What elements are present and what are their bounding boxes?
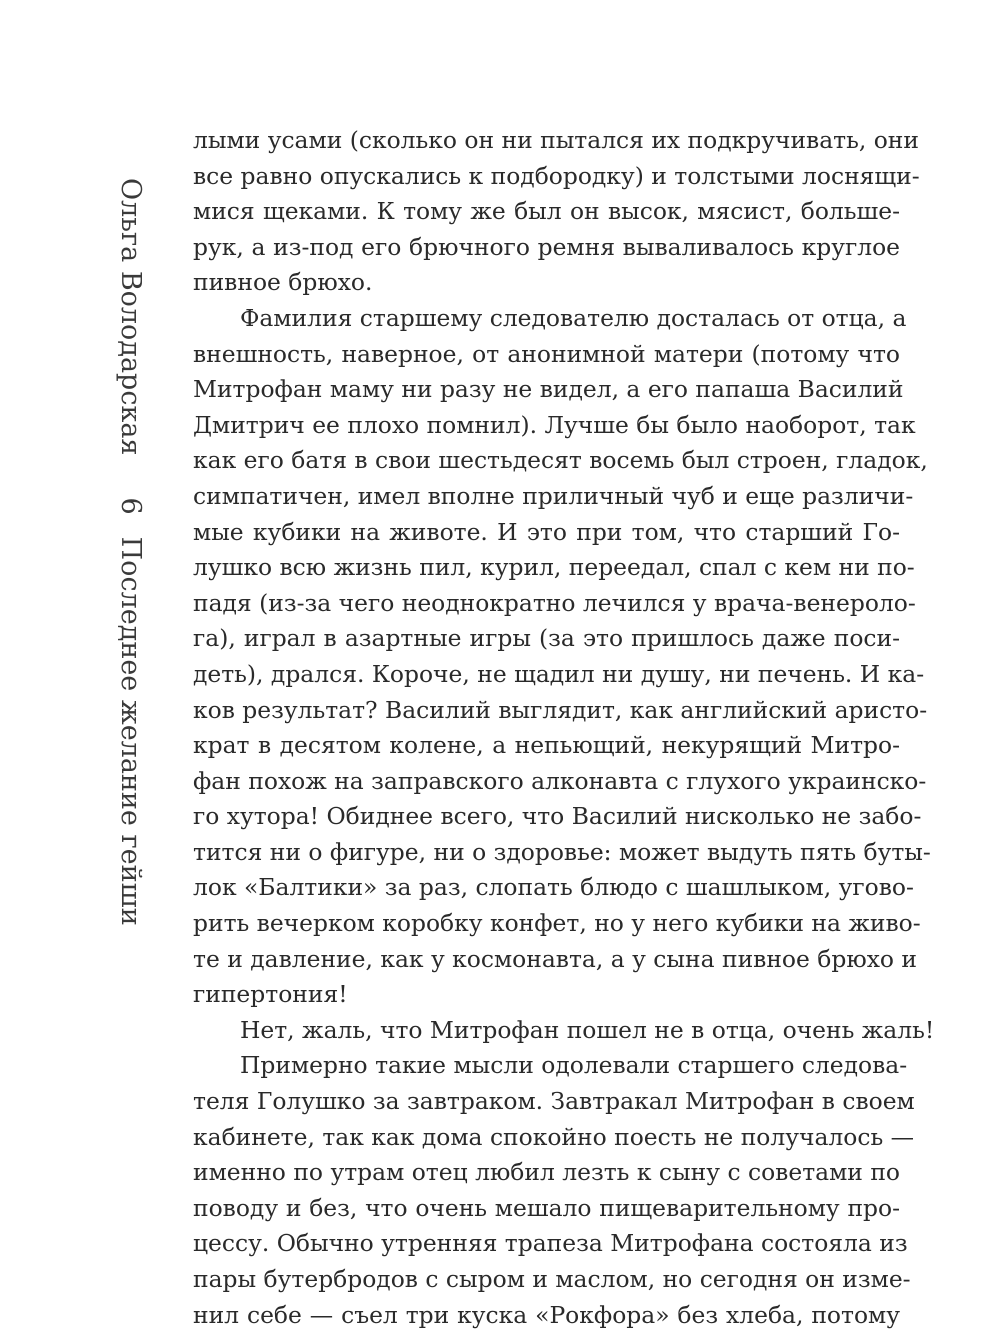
text-line: симпатичен, имел вполне приличный чуб и еще различи-: [193, 481, 914, 510]
text-line: поводу и без, что очень мешало пищеварительному про-: [193, 1193, 900, 1222]
text-line: Митрофан маму ни разу не видел, а его папаша Василий: [193, 375, 904, 404]
text-line: Нет, жаль, что Митрофан пошел не в отца, очень жаль!: [240, 1015, 935, 1044]
text-line: лыми усами (сколько он ни пытался их подкручивать, они: [193, 126, 919, 154]
text-line: га), играл в азартные игры (за это пришлось даже поси-: [193, 624, 900, 653]
text-line: го хутора! Обиднее всего, что Василий нисколько не забо-: [193, 802, 922, 831]
text-line: цессу. Обычно утренняя трапеза Митрофана состояла из: [193, 1229, 908, 1258]
text-line: внешность, наверное, от анонимной матери (потому что: [193, 339, 900, 368]
text-line: тится ни о фигуре, ни о здоровье: может выдуть пять буты-: [193, 837, 931, 866]
text-line: рить вечерком коробку конфет, но у него кубики на живо-: [193, 909, 921, 938]
text-line: пивное брюхо.: [193, 268, 373, 297]
text-line: Примерно такие мысли одолевали старшего следова-: [240, 1051, 908, 1080]
page-number: 6: [115, 497, 147, 515]
running-header-author: Ольга Володарская: [115, 178, 147, 456]
text-line: Дмитрич ее плохо помнил). Лучше бы было наоборот, так: [193, 410, 916, 439]
running-header-rotated: [56, 130, 206, 926]
text-line: все равно опускались к подбородку) и толстыми лоснящи-: [193, 161, 920, 190]
text-line: фан похож на заправского алконавта с глухого украинско-: [193, 766, 927, 795]
text-line: падя (из-за чего неоднократно лечился у врача-венероло-: [193, 588, 916, 617]
page-body-text: [193, 123, 935, 1333]
text-line: мые кубики на животе. И это при том, что старший Го-: [193, 517, 900, 546]
text-line: лушко всю жизнь пил, курил, переедал, спал с кем ни по-: [193, 553, 915, 582]
text-line: деть), дрался. Короче, не щадил ни душу, ни печень. И ка-: [193, 659, 925, 688]
text-line: гипертония!: [193, 980, 348, 1009]
text-line: именно по утрам отец любил лезть к сыну с советами по: [193, 1158, 900, 1187]
text-line: те и давление, как у космонавта, а у сына пивное брюхо и: [193, 944, 917, 973]
text-line: ков результат? Василий выглядит, как английский аристо-: [193, 695, 928, 724]
running-header-book-title: Последнее желание гейши: [115, 536, 147, 926]
text-line: теля Голушко за завтраком. Завтракал Митрофан в своем: [193, 1087, 915, 1116]
text-line: как его батя в свои шестьдесят восемь был строен, гладок,: [193, 446, 928, 475]
text-line: лок «Балтики» за раз, слопать блюдо с шашлыком, угово-: [193, 873, 914, 902]
text-line: нил себе — съел три куска «Рокфора» без хлеба, потому: [193, 1300, 900, 1329]
text-line: крат в десятом колене, а непьющий, некурящий Митро-: [193, 731, 900, 760]
text-line: кабинете, так как дома спокойно поесть не получалось —: [193, 1122, 915, 1151]
text-line: рук, а из-под его брючного ремня вываливалось круглое: [193, 232, 900, 261]
text-line: пары бутербродов с сыром и маслом, но сегодня он изме-: [193, 1265, 911, 1293]
text-line: Фамилия старшему следователю досталась от отца, а: [240, 303, 907, 332]
running-header: [56, 130, 206, 926]
text-line: мися щеками. К тому же был он высок, мясист, больше-: [193, 197, 900, 226]
